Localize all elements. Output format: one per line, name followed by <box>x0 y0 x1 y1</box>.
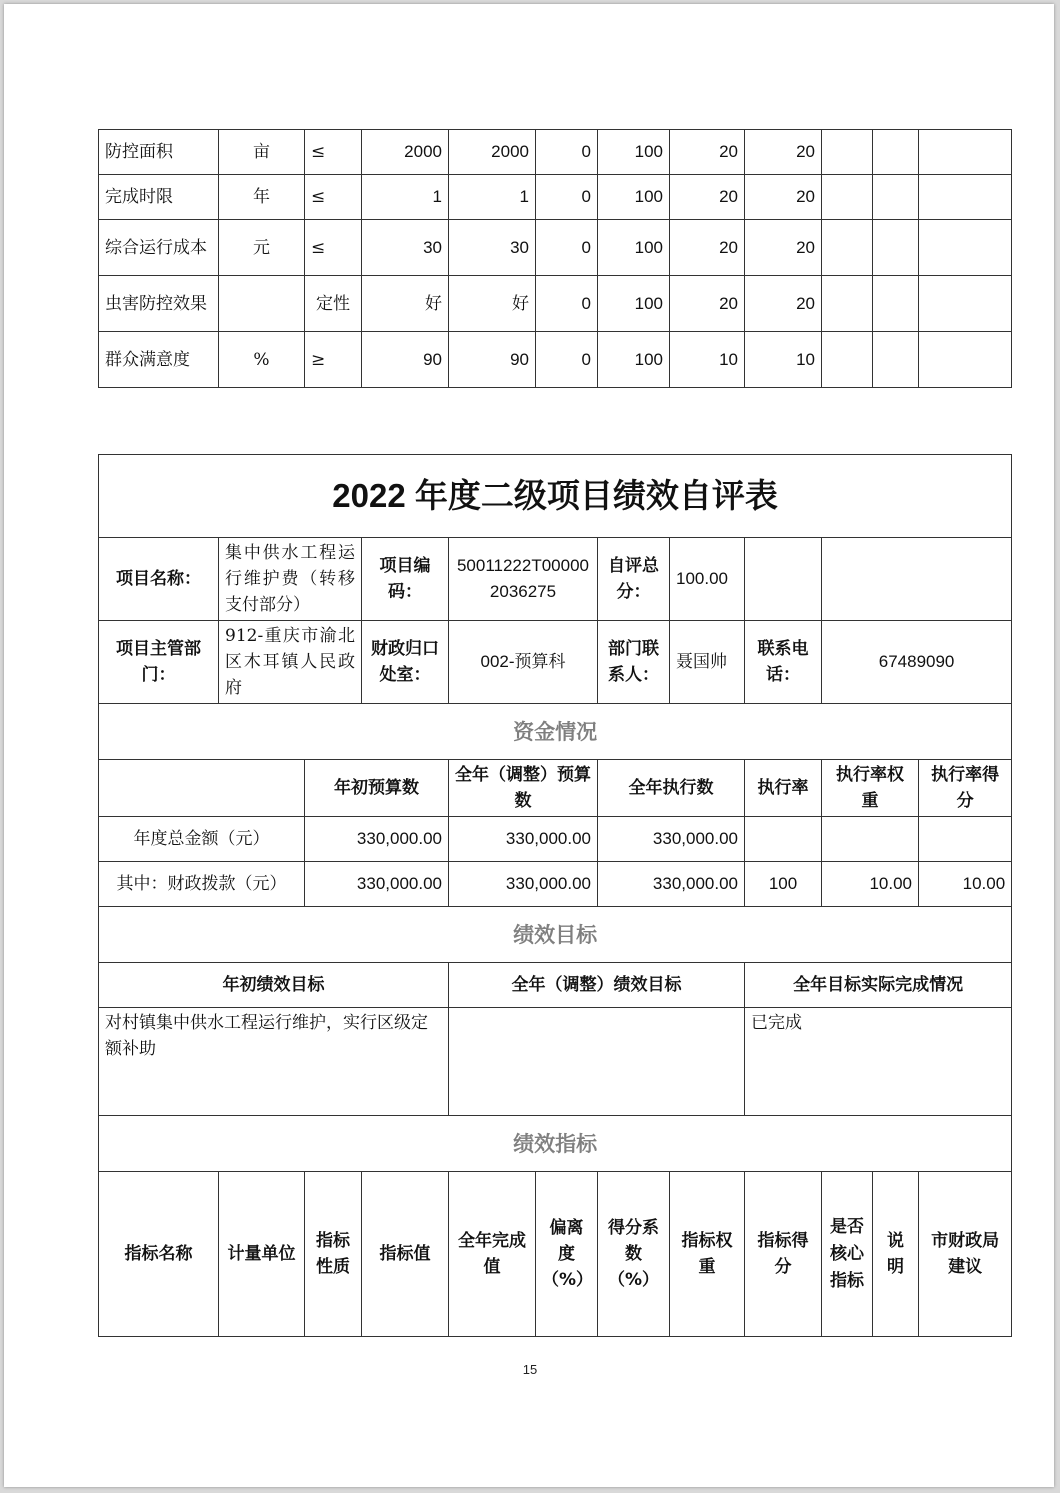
funds-header: 执行率得分 <box>919 760 1012 817</box>
adjusted-goal-text <box>449 1008 745 1116</box>
indicator-actual: 30 <box>449 220 536 276</box>
finance-office-value: 002-预算科 <box>449 621 598 704</box>
indicator-header: 指标性质 <box>305 1172 362 1337</box>
funds-executed: 330,000.00 <box>598 862 745 907</box>
indicator-header: 得分系数（%） <box>598 1172 670 1337</box>
indicator-nature: 定性 <box>305 276 362 332</box>
table-row <box>99 332 1012 388</box>
indicator-header: 市财政局建议 <box>919 1172 1012 1337</box>
contact-label: 部门联系人： <box>598 621 670 704</box>
indicator-score: 20 <box>745 175 822 220</box>
indicator-deviation: 0 <box>536 276 598 332</box>
indicator-weight: 20 <box>670 276 745 332</box>
goals-section-title: 绩效目标 <box>99 907 1012 963</box>
funds-executed: 330,000.00 <box>598 817 745 862</box>
blank-cell <box>822 332 873 388</box>
funds-score <box>919 817 1012 862</box>
indicator-name: 虫害防控效果 <box>99 276 219 332</box>
funds-section-title: 资金情况 <box>99 704 1012 760</box>
table-row <box>99 276 1012 332</box>
funds-rate: 100 <box>745 862 822 907</box>
indicators-section-title: 绩效指标 <box>99 1116 1012 1172</box>
goals-header: 全年（调整）绩效目标 <box>449 963 745 1008</box>
indicator-coefficient: 100 <box>598 220 670 276</box>
indicator-weight: 10 <box>670 332 745 388</box>
phone-value: 67489090 <box>822 621 1012 704</box>
indicator-weight: 20 <box>670 130 745 175</box>
score-value: 100.00 <box>670 538 745 621</box>
indicator-target: 好 <box>362 276 449 332</box>
indicator-coefficient: 100 <box>598 175 670 220</box>
indicator-coefficient: 100 <box>598 130 670 175</box>
table-row <box>99 220 1012 276</box>
funds-header: 全年（调整）预算数 <box>449 760 598 817</box>
indicator-header: 指标名称 <box>99 1172 219 1337</box>
indicator-nature: ≥ <box>305 332 362 388</box>
blank-cell <box>822 130 873 175</box>
indicator-header: 说明 <box>873 1172 919 1337</box>
funds-header: 全年执行数 <box>598 760 745 817</box>
funds-adjusted: 330,000.00 <box>449 862 598 907</box>
indicator-name: 防控面积 <box>99 130 219 175</box>
project-name-label: 项目名称： <box>99 538 219 621</box>
indicator-header: 是否核心指标 <box>822 1172 873 1337</box>
initial-goal-text: 对村镇集中供水工程运行维护，实行区级定额补助 <box>99 1008 449 1116</box>
dept-label: 项目主管部门： <box>99 621 219 704</box>
funds-rate <box>745 817 822 862</box>
indicator-score: 20 <box>745 220 822 276</box>
indicator-coefficient: 100 <box>598 276 670 332</box>
finance-office-label: 财政归口处室： <box>362 621 449 704</box>
blank-cell <box>919 175 1012 220</box>
indicator-target: 30 <box>362 220 449 276</box>
indicator-score: 10 <box>745 332 822 388</box>
self-evaluation-form <box>98 454 1012 1337</box>
indicator-nature: ≤ <box>305 220 362 276</box>
blank-cell <box>745 538 822 621</box>
indicator-coefficient: 100 <box>598 332 670 388</box>
table-row <box>99 175 1012 220</box>
blank-cell <box>919 276 1012 332</box>
indicator-unit: 年 <box>219 175 305 220</box>
funds-score: 10.00 <box>919 862 1012 907</box>
blank-cell <box>873 276 919 332</box>
indicator-target: 90 <box>362 332 449 388</box>
indicator-target: 1 <box>362 175 449 220</box>
goals-header: 年初绩效目标 <box>99 963 449 1008</box>
indicator-target: 2000 <box>362 130 449 175</box>
actual-completion-text: 已完成 <box>745 1008 1012 1116</box>
indicator-unit: 亩 <box>219 130 305 175</box>
indicator-actual: 好 <box>449 276 536 332</box>
blank-cell <box>99 760 305 817</box>
indicator-header: 指标得分 <box>745 1172 822 1337</box>
indicator-name: 综合运行成本 <box>99 220 219 276</box>
phone-label: 联系电话： <box>745 621 822 704</box>
indicator-unit <box>219 276 305 332</box>
indicator-nature: ≤ <box>305 130 362 175</box>
indicator-deviation: 0 <box>536 220 598 276</box>
indicator-name: 群众满意度 <box>99 332 219 388</box>
funds-row-label: 年度总金额（元） <box>99 817 305 862</box>
funds-header: 年初预算数 <box>305 760 449 817</box>
indicator-deviation: 0 <box>536 332 598 388</box>
page-number: 15 <box>522 1362 538 1377</box>
indicator-header: 指标值 <box>362 1172 449 1337</box>
project-code-label: 项目编码： <box>362 538 449 621</box>
indicator-header: 指标权重 <box>670 1172 745 1337</box>
funds-weight: 10.00 <box>822 862 919 907</box>
indicator-actual: 1 <box>449 175 536 220</box>
funds-header: 执行率 <box>745 760 822 817</box>
table-row <box>99 130 1012 175</box>
blank-cell <box>822 175 873 220</box>
contact-value: 聂国帅 <box>670 621 745 704</box>
indicator-deviation: 0 <box>536 175 598 220</box>
indicator-continuation-table <box>98 129 1012 388</box>
project-code-value: 50011222T000002036275 <box>449 538 598 621</box>
project-name-value: 集中供水工程运行维护费（转移支付部分） <box>219 538 362 621</box>
funds-adjusted: 330,000.00 <box>449 817 598 862</box>
indicator-header: 偏离度（%） <box>536 1172 598 1337</box>
blank-cell <box>873 220 919 276</box>
dept-value: 912-重庆市渝北区木耳镇人民政府 <box>219 621 362 704</box>
indicator-header: 全年完成值 <box>449 1172 536 1337</box>
goals-header: 全年目标实际完成情况 <box>745 963 1012 1008</box>
blank-cell <box>822 220 873 276</box>
funds-weight <box>822 817 919 862</box>
indicator-name: 完成时限 <box>99 175 219 220</box>
indicator-unit: % <box>219 332 305 388</box>
blank-cell <box>822 276 873 332</box>
indicator-score: 20 <box>745 130 822 175</box>
blank-cell <box>919 332 1012 388</box>
blank-cell <box>919 130 1012 175</box>
indicator-nature: ≤ <box>305 175 362 220</box>
indicator-weight: 20 <box>670 220 745 276</box>
blank-cell <box>822 538 1012 621</box>
score-label: 自评总分： <box>598 538 670 621</box>
indicator-actual: 90 <box>449 332 536 388</box>
blank-cell <box>873 332 919 388</box>
indicator-header: 计量单位 <box>219 1172 305 1337</box>
funds-header: 执行率权重 <box>822 760 919 817</box>
funds-initial: 330,000.00 <box>305 817 449 862</box>
indicator-actual: 2000 <box>449 130 536 175</box>
form-title: 2022 年度二级项目绩效自评表 <box>99 455 1012 538</box>
indicator-deviation: 0 <box>536 130 598 175</box>
blank-cell <box>873 175 919 220</box>
funds-initial: 330,000.00 <box>305 862 449 907</box>
indicator-weight: 20 <box>670 175 745 220</box>
indicator-unit: 元 <box>219 220 305 276</box>
funds-row-label: 其中：财政拨款（元） <box>99 862 305 907</box>
blank-cell <box>873 130 919 175</box>
blank-cell <box>919 220 1012 276</box>
indicator-score: 20 <box>745 276 822 332</box>
